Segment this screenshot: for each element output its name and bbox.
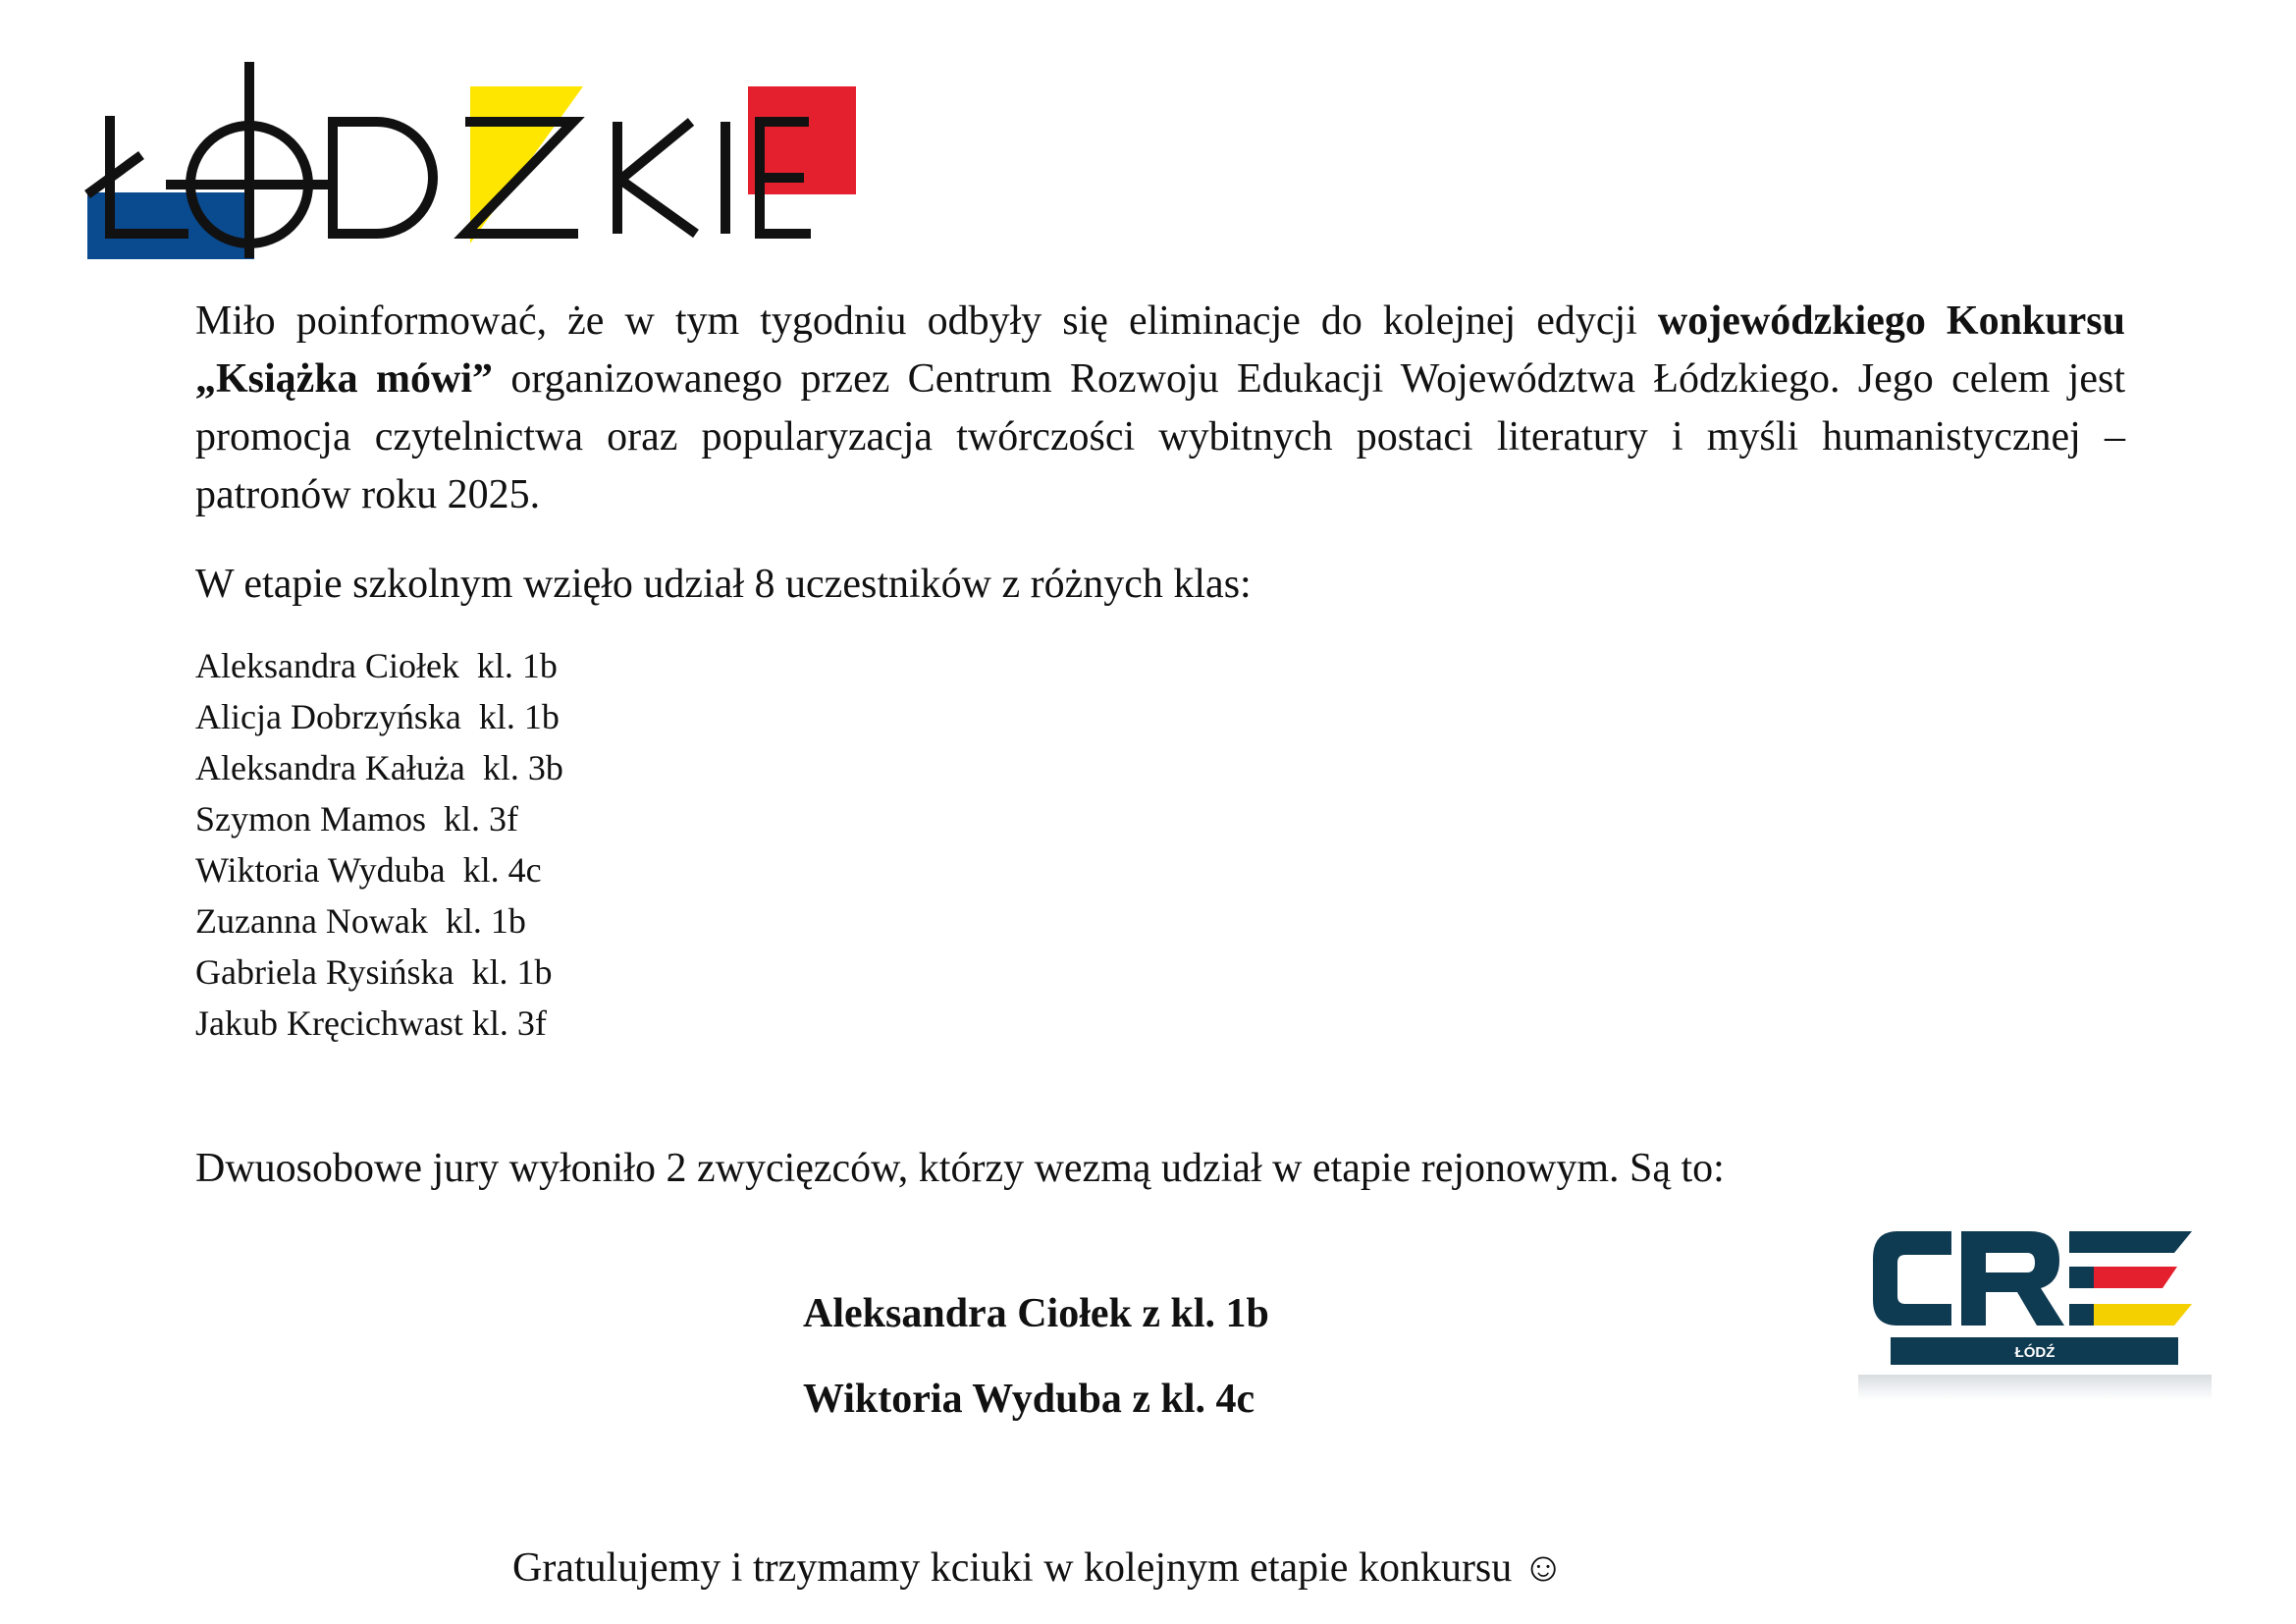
list-item: Gabriela Rysińska kl. 1b xyxy=(195,952,553,992)
cre-logo-graphic xyxy=(1858,1210,2212,1406)
list-item: Aleksandra Ciołek kl. 1b xyxy=(195,646,558,685)
school-stage-heading: W etapie szkolnym wzięło udział 8 uczestników z różnych klas: xyxy=(195,562,1252,607)
list-item: Aleksandra Kałuża kl. 3b xyxy=(195,748,563,787)
lodzkie-logo-graphic xyxy=(82,57,868,268)
winner-name: Wiktoria Wyduba z kl. 4c xyxy=(803,1377,1255,1422)
participants-list xyxy=(195,640,563,1049)
cre-subtitle: ŁÓDŹ xyxy=(2014,1344,2056,1361)
list-item: Jakub Kręcichwast kl. 3f xyxy=(195,1003,547,1043)
winner-name: Aleksandra Ciołek z kl. 1b xyxy=(803,1291,1269,1336)
list-item: Zuzanna Nowak kl. 1b xyxy=(195,901,526,941)
list-item: Alicja Dobrzyńska kl. 1b xyxy=(195,697,560,736)
list-item: Szymon Mamos kl. 3f xyxy=(195,799,518,839)
intro-paragraph xyxy=(195,293,2125,524)
intro-text-part1: Miło poinformować, że w tym tygodniu odbyły się eliminacje do kolejnej edycji xyxy=(195,298,1658,344)
intro-text-part2: organizowanego przez Centrum Rozwoju Edukacji Województwa Łódzkiego. Jego celem jest promocja czytelnictwa oraz popularyzacja twórczości wybitnych postaci literatury i myśli humanistycznej – patronów roku 2025. xyxy=(195,356,2125,517)
lodzkie-logo xyxy=(82,57,868,268)
contest-name: wojewódzkiego Konkursu „Książka mówi” xyxy=(195,298,2125,402)
list-item: Wiktoria Wyduba kl. 4c xyxy=(195,850,542,890)
jury-paragraph: Dwuosobowe jury wyłoniło 2 zwycięzców, którzy wezmą udział w etapie rejonowym. Są to: xyxy=(195,1146,1725,1191)
cre-logo xyxy=(1858,1210,2212,1406)
closing-text: Gratulujemy i trzymamy kciuki w kolejnym etapie konkursu ☺ xyxy=(512,1545,1565,1591)
